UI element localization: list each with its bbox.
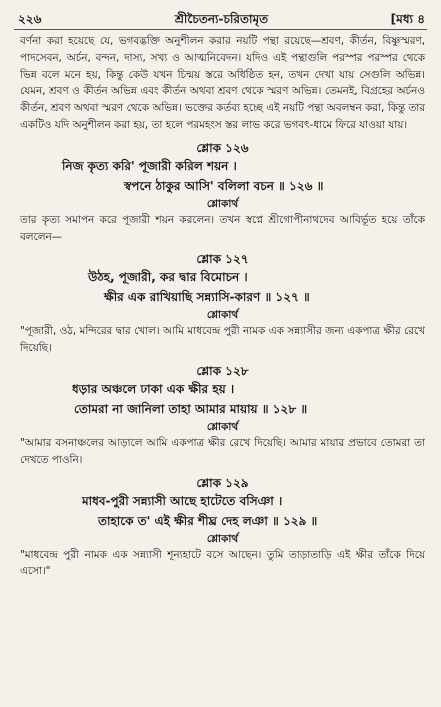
verse-128-line-1: ধড়ার অঞ্চলে ঢাকা এক ক্ষীর হয় ।	[72, 381, 235, 396]
chapter-marker: [মধ্য ৪	[390, 12, 425, 26]
verse-129-line-2: তাহাকে ত' এই ক্ষীর শীঘ্র দেহ লঞা ॥ ১২৯ ॥	[98, 513, 318, 528]
page-header	[18, 8, 425, 30]
verse-heading-128: শ্লোক ১২৮	[196, 363, 249, 378]
verse-heading-126: শ্লোক ১২৬	[196, 140, 249, 155]
translation-heading-129: শ্লোকার্থ	[206, 532, 239, 545]
translation-heading-126: শ্লোকার্থ	[206, 197, 239, 210]
translation-127: "পূজারী, ওঠ, মন্দিরের দ্বার খোল। আমি মাধবেন্দ্র পুরী নামক এক সন্ন্যাসীর জন্য একপাত্র ক্ষীর রেখে দিয়েছি।	[20, 325, 425, 355]
verse-126-line-1: নিজ কৃত্য করি' পূজারী করিল শয়ন ।	[62, 158, 237, 173]
purport-paragraph: বর্ণনা করা হয়েছে যে, ভগবদ্ভক্তি অনুশীলন করার নয়টি পন্থা রয়েছে—শ্রবণ, কীর্তন, বিষ্ণুস্মরণ, পাদসেবন, অর্চন, বন্দন, দাস্য, সখ্য ও আত্মনিবেদন। যদিও এই পন্থাগুলি পরস্পর পরস্পর থেকে ভিন্ন বলে মনে হয়, কিন্তু কেউ যখন চিন্ময় স্তরে অধিষ্ঠিত হন, তখন দেখা যায় সেগুলি অভিন্ন। যেমন, শ্রবণ ও কীর্তন অভিন্ন এবং কীর্তন অথবা শ্রবণ থেকে স্মরণ অভিন্ন। তেমনই, বিগ্রহের অর্চনও কীর্তন, শ্রবণ অথবা স্মরণ থেকে অভিন্ন। ভক্তের কর্তব্য হচ্ছে এই নয়টি পন্থা অবলম্বন করা, কিন্তু তার একটিও যদি অনুশীলন করা হয়, তা হলে পরমহংস স্তর লাভ করে ভগবৎ-ধামে ফিরে যাওয়া যায়।	[20, 35, 425, 131]
verse-129-line-1: মাধব-পুরী সন্ন্যাসী আছে হাটেতে বসিঞা ।	[82, 493, 283, 508]
header-rule	[14, 29, 427, 30]
verse-heading-129: শ্লোক ১২৯	[196, 475, 249, 490]
page-content	[20, 33, 425, 580]
translation-126: তার কৃত্য সমাপন করে পূজারী শয়ন করলেন। তখন স্বপ্নে শ্রীগোপীনাথদেব আবির্ভূত হয়ে তাঁকে বললেন—	[20, 213, 425, 243]
translation-128: "আমার বসনাঞ্চলের আড়ালে আমি একপাত্র ক্ষীর রেখে দিয়েছি। আমার মায়ার প্রভাবে তোমরা তা দেখতে পাওনি।	[20, 436, 425, 466]
translation-heading-127: শ্লোকার্থ	[206, 309, 239, 322]
verse-128-line-2: তোমরা না জানিলা তাহা আমার মায়ায় ॥ ১২৮ ॥	[74, 401, 308, 416]
verse-127-line-2: ক্ষীর এক রাখিয়াছি সন্ন্যাসি-কারণ ॥ ১২৭ ॥	[104, 290, 310, 305]
page-number: ২২৬	[18, 12, 42, 26]
verse-126-line-2: স্বপনে ঠাকুর আসি' বলিলা বচন ॥ ১২৬ ॥	[124, 178, 324, 193]
verse-heading-127: শ্লোক ১২৭	[196, 252, 249, 267]
translation-heading-128: শ্লোকার্থ	[206, 420, 239, 433]
running-title: শ্রীচৈতন্য-চরিতামৃত	[174, 12, 269, 26]
verse-127-line-1: উঠহ, পূজারী, কর দ্বার বিমোচন ।	[88, 270, 248, 285]
translation-129: "মাধবেন্দ্র পুরী নামক এক সন্ন্যাসী শূন্যহাটে বসে আছেন। তুমি তাড়াতাড়ি এই ক্ষীর তাঁকে দিয়ে এসো।"	[20, 548, 425, 578]
